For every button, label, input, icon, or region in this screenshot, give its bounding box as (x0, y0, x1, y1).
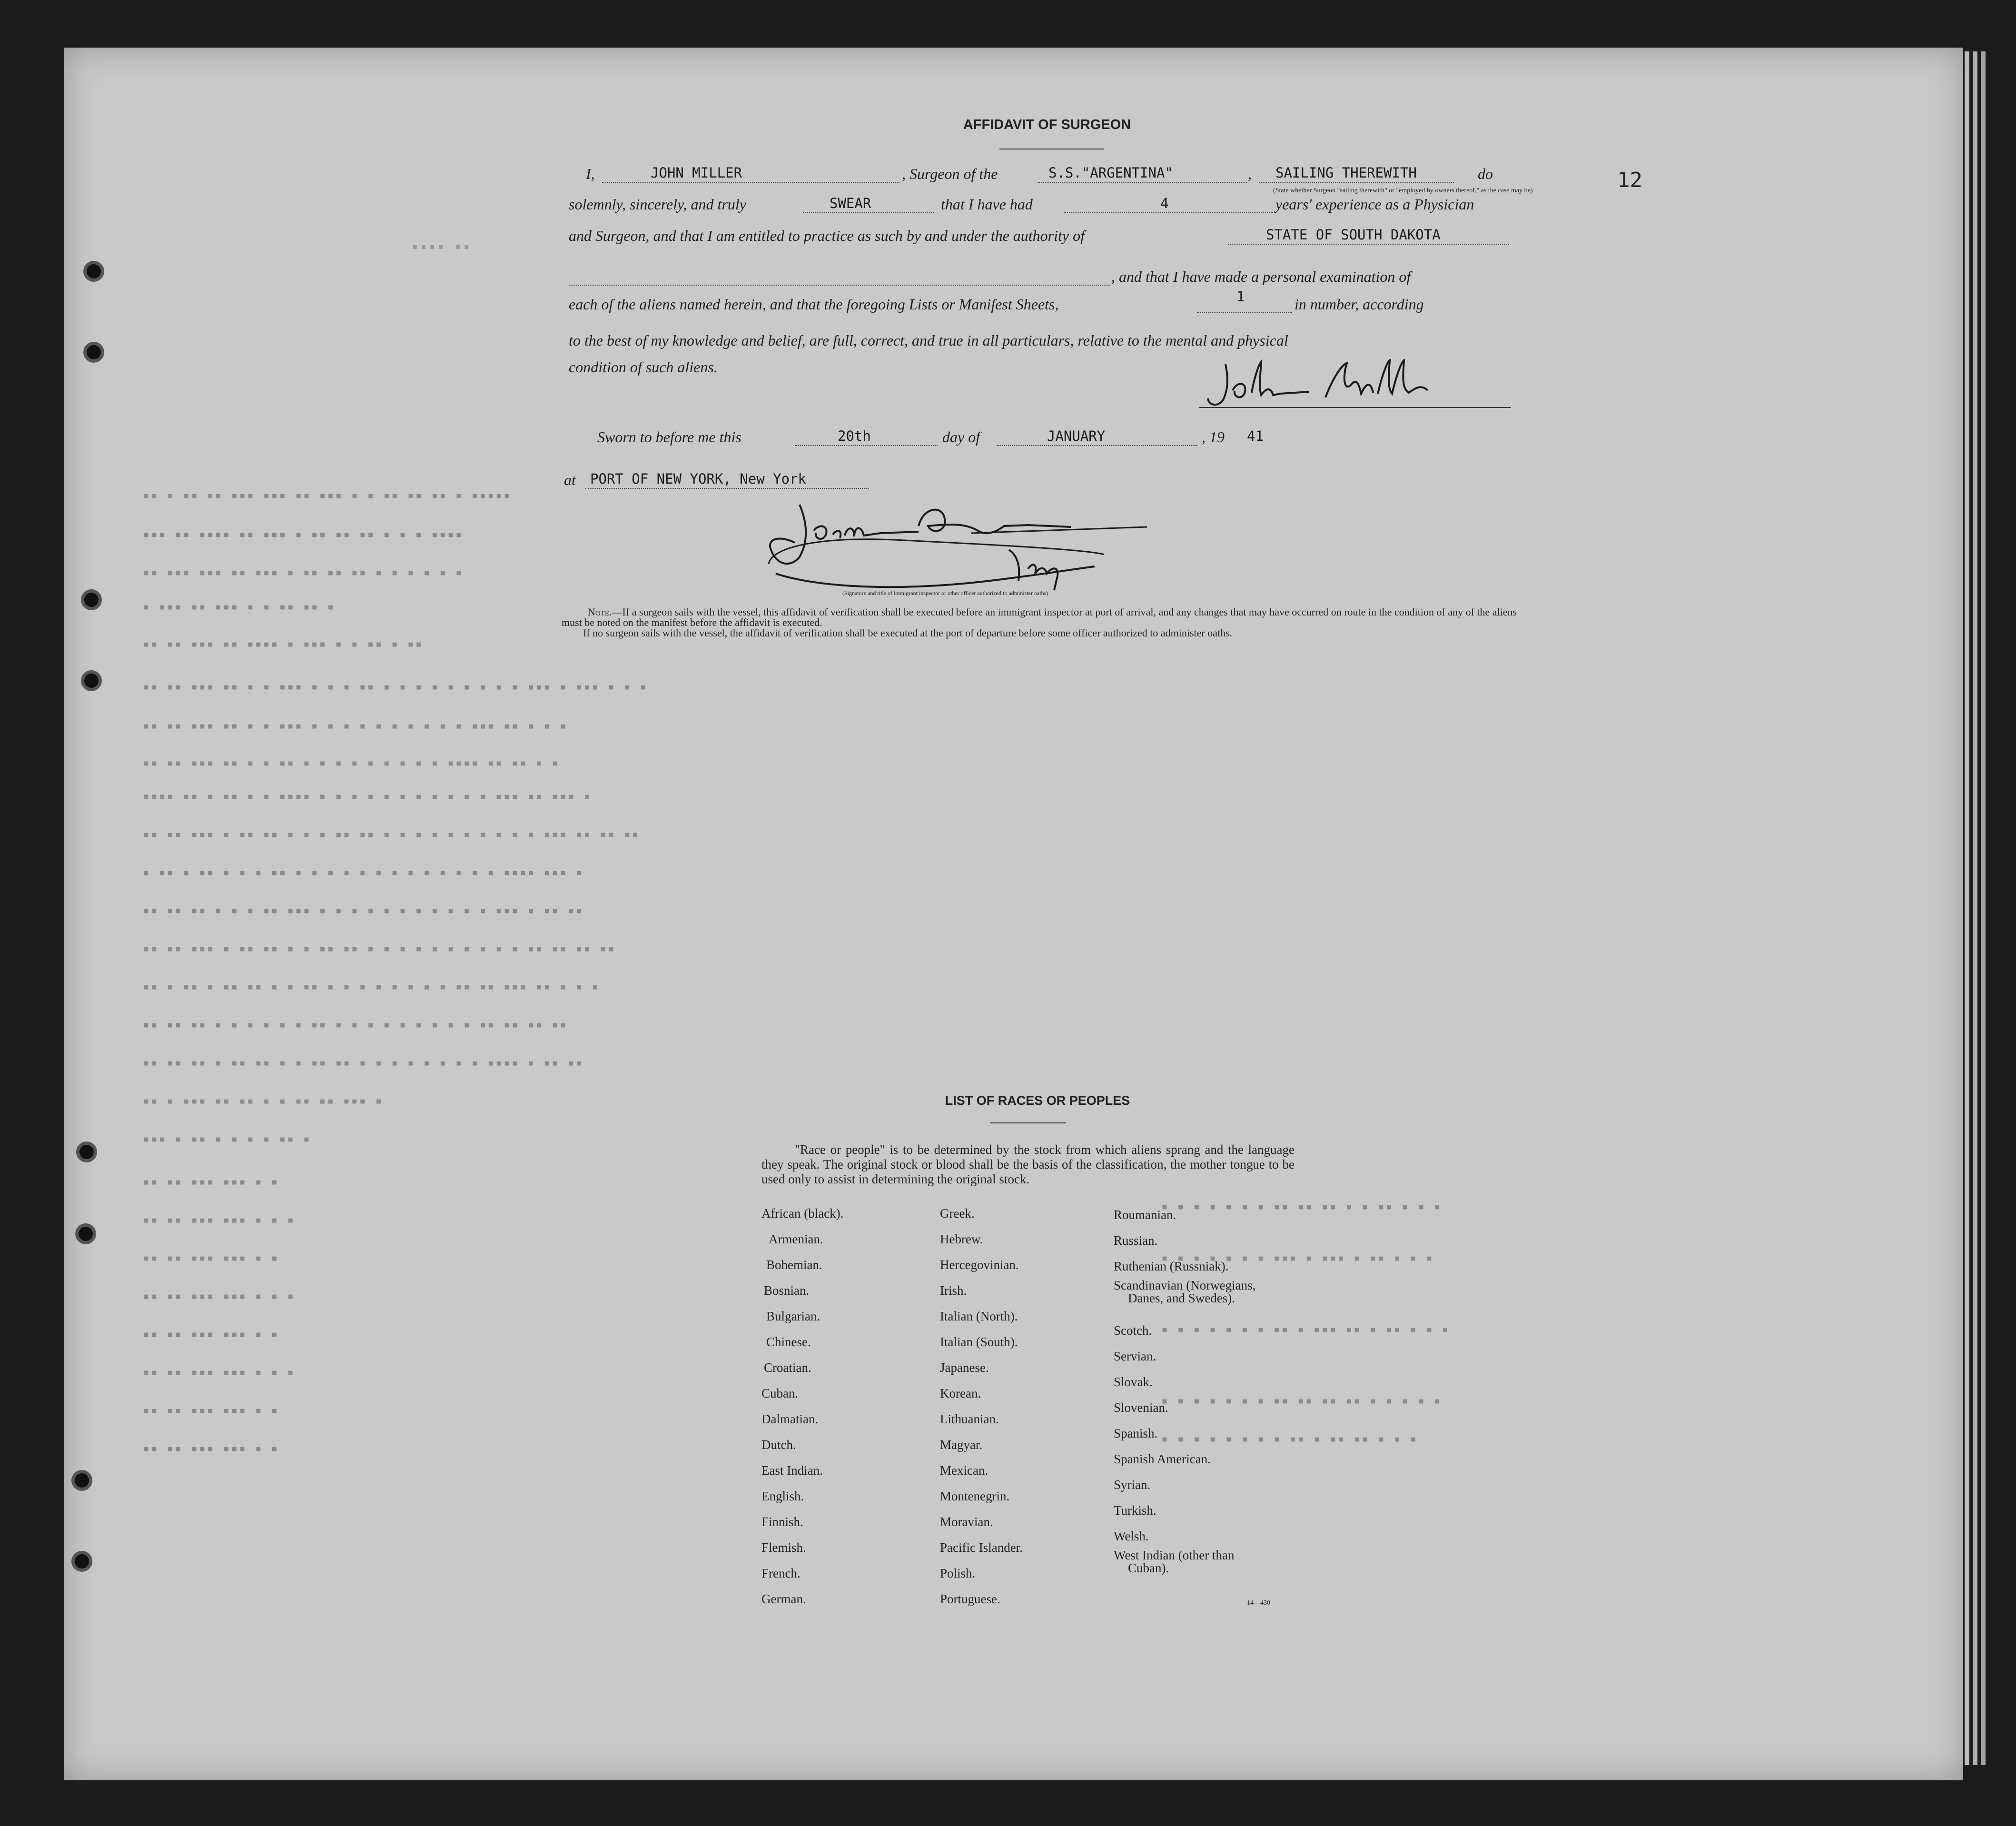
binder-hole (71, 1470, 92, 1491)
affidavit-line-7: condition of such aliens. (569, 358, 718, 376)
surgeon-signature-line (1199, 407, 1511, 408)
races-column-3 (1114, 1202, 1255, 1588)
binder-hole (75, 1223, 96, 1244)
authority-continuation-field (569, 266, 1110, 286)
race-item: Italian (North). (940, 1309, 1018, 1323)
race-item: Montenegrin. (940, 1489, 1010, 1503)
page-number: 12 (1617, 168, 1642, 192)
binder-hole (71, 1551, 92, 1572)
note-text-1: —If a surgeon sails with the vessel, this affidavit of verification shall be executed before an immigrant inspector at port of arrival, and any changes that may have occurred on route in the condition of any of the aliens must be noted on the manifest before the affidavit is executed. (562, 606, 1517, 628)
race-item: Slovak. (1114, 1375, 1153, 1389)
race-item: Welsh. (1114, 1529, 1149, 1543)
race-item: Bulgarian. (766, 1309, 820, 1323)
race-item: Russian. (1114, 1233, 1158, 1248)
note-lead: Note. (588, 606, 612, 618)
races-title: LIST OF RACES OR PEOPLES (945, 1093, 1130, 1108)
race-item: Mexican. (940, 1463, 988, 1478)
binder-hole (76, 1141, 97, 1162)
race-item: Chinese. (766, 1335, 811, 1349)
status-note: (State whether Surgeon "sailing therewith" or "employed by owners thereof," as the case may be) (1273, 187, 1533, 194)
note-text-2: If no surgeon sails with the vessel, the affidavit of verification shall be executed at the port of departure before some officer authorized to administer oaths. (583, 627, 1233, 639)
race-item: Flemish. (761, 1540, 806, 1555)
place-value: PORT OF NEW YORK, New York (590, 471, 806, 487)
page-edge (1965, 51, 1969, 1765)
sworn-line: Sworn to before me this 20th day of JANUARY , 19 41 (597, 426, 1549, 450)
race-item: Pacific Islander. (940, 1540, 1023, 1555)
race-item: Ruthenian (Russniak). (1114, 1259, 1229, 1273)
ship-name: S.S."ARGENTINA" (1048, 165, 1173, 181)
races-column-2 (940, 1201, 1023, 1612)
verification-note (562, 607, 1523, 638)
race-item: Dutch. (761, 1438, 796, 1452)
sworn-year: 41 (1247, 428, 1264, 444)
race-item: Japanese. (940, 1360, 989, 1375)
oath-word: SWEAR (830, 195, 871, 211)
race-item: Spanish American. (1114, 1452, 1211, 1466)
race-item: Cuban. (761, 1386, 799, 1400)
sworn-day: 20th (838, 428, 871, 444)
race-item: Lithuanian. (940, 1412, 999, 1426)
pronoun-label: I, (586, 165, 595, 182)
races-intro: "Race or people" is to be determined by the stock from which aliens sprang and the language they speak. The original stock or blood shall be the basis of the classification, the mother tongue to be used only to assist in determining the original stock. (761, 1142, 1295, 1186)
race-item: Croatian. (764, 1360, 811, 1375)
race-item: Spanish. (1114, 1426, 1158, 1440)
affidavit-line-5: each of the aliens named herein, and that the foregoing Lists or Manifest Sheets, 1 in number, according (569, 288, 1424, 313)
race-item: East Indian. (761, 1463, 823, 1478)
affidavit-title: AFFIDAVIT OF SURGEON (963, 117, 1131, 132)
race-item: Hebrew. (940, 1232, 983, 1246)
races-title-underline (990, 1122, 1066, 1123)
race-item: Portuguese. (940, 1592, 1000, 1606)
race-item: Greek. (940, 1206, 975, 1221)
race-item: Bosnian. (764, 1283, 810, 1298)
binder-hole (83, 342, 104, 363)
race-item: English. (761, 1489, 804, 1503)
surgeon-of-label: , Surgeon of the (902, 165, 998, 182)
race-item: Hercegovinian. (940, 1258, 1019, 1272)
do-label: do (1478, 165, 1493, 182)
affidavit-line-2: solemnly, sincerely, and truly SWEAR that I have had 4 years' experience as a Physician (569, 193, 1521, 217)
place-line: at PORT OF NEW YORK, New York (564, 469, 1516, 493)
race-item: Armenian. (769, 1232, 823, 1246)
sheet-count: 1 (1236, 288, 1245, 305)
surgeon-name: JOHN MILLER (651, 165, 742, 181)
race-item: German. (761, 1592, 806, 1606)
binder-hole (81, 670, 102, 691)
race-item: African (black). (761, 1206, 844, 1221)
race-item: Syrian. (1114, 1478, 1151, 1492)
race-item: Turkish. (1114, 1503, 1156, 1518)
surgeon-name-field (602, 163, 899, 183)
affidavit-line-4: , and that I have made a personal examination of (569, 266, 1521, 289)
licensing-authority: STATE OF SOUTH DAKOTA (1266, 227, 1441, 243)
affidavit-line-3: and Surgeon, and that I am entitled to practice as such by and under the authority of STATE OF SOUTH DAKOTA (569, 225, 1521, 248)
binder-hole (81, 589, 102, 610)
race-item: Moravian. (940, 1515, 993, 1529)
page-edge (1981, 51, 1986, 1765)
sworn-month: JANUARY (1047, 428, 1106, 444)
years-experience: 4 (1160, 195, 1169, 211)
race-item: Dalmatian. (761, 1412, 819, 1426)
binder-hole (83, 261, 104, 282)
race-item: Bohemian. (766, 1258, 822, 1272)
form-number: 14—430 (1247, 1599, 1270, 1607)
race-item: Irish. (940, 1283, 967, 1298)
affidavit-line-1: I, JOHN MILLER , Surgeon of the S.S."ARGENTINA" , SAILING THEREWITH do (State whether Surgeon "sailing therewith" or "employed by owners thereof," as the case may be) (569, 163, 1521, 187)
inspector-signature-caption: (Signature and title of immigrant inspector or other officer authorized to administer oaths) (842, 590, 1048, 596)
inspector-signature (761, 497, 1152, 593)
race-item: Italian (South). (940, 1335, 1018, 1349)
race-item: Servian. (1114, 1349, 1156, 1363)
surgeon-signature (1199, 355, 1437, 412)
surgeon-status: SAILING THEREWITH (1275, 165, 1417, 181)
race-item: Roumanian. (1114, 1208, 1176, 1222)
race-item: Finnish. (761, 1515, 803, 1529)
race-item: French. (761, 1566, 800, 1580)
race-item-west-indian: West Indian (other than Cuban). (1114, 1548, 1235, 1575)
race-item: Magyar. (940, 1438, 983, 1452)
races-column-1 (761, 1201, 843, 1612)
race-item: Scotch. (1114, 1323, 1152, 1338)
race-item: Slovenian. (1114, 1400, 1168, 1415)
race-item: Polish. (940, 1566, 976, 1580)
race-item-scandinavian: Scandinavian (Norwegians, Danes, and Swedes). (1114, 1278, 1256, 1305)
race-item: Korean. (940, 1386, 981, 1400)
page-edge (1973, 51, 1977, 1765)
affidavit-line-6: to the best of my knowledge and belief, are full, correct, and true in all particulars, relative to the mental and physical (569, 332, 1288, 349)
